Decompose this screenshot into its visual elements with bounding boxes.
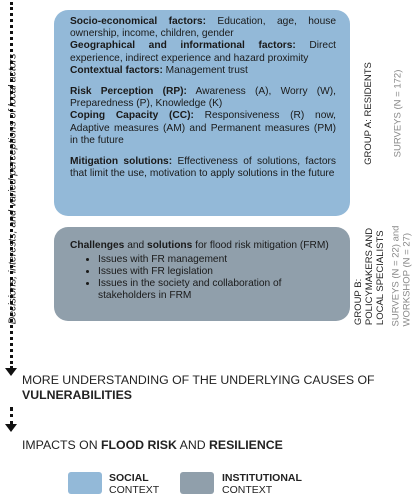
social-context-box bbox=[54, 10, 350, 216]
institutional-context-box bbox=[54, 227, 350, 321]
challenges-heading: Challenges and solutions for flood risk mitigation (FRM) bbox=[70, 240, 329, 251]
legend-institutional-swatch bbox=[180, 472, 214, 494]
list-item: • Issues with FR management bbox=[98, 254, 336, 266]
legend-institutional-label: INSTITUTIONAL CONTEXT bbox=[222, 472, 302, 496]
coping-capacity: Coping Capacity (CC): Responsiveness (R) now, Adaptive measures (AM) and Permanent measures (PM) in the future bbox=[70, 110, 336, 146]
legend-social-label: SOCIAL CONTEXT bbox=[109, 472, 160, 496]
group-b-title: GROUP B: POLICYMAKERS AND LOCAL SPECIALISTS bbox=[353, 227, 387, 325]
arrow-down-icon bbox=[5, 368, 17, 376]
list-item: • Issues in the society and collaboration of stakeholders in FRM bbox=[98, 278, 336, 302]
dotted-arrow-line bbox=[10, 2, 13, 369]
factor-contextual: Contextual factors: Management trust bbox=[70, 64, 248, 76]
factor-socio-economical: Socio-economical factors: Education, age, house ownership, income, children, gender bbox=[70, 16, 337, 40]
legend-social-swatch bbox=[68, 472, 102, 494]
outcome-understanding: MORE UNDERSTANDING OF THE UNDERLYING CAUSES OF VULNERABILITIES bbox=[22, 373, 375, 402]
group-b-surveys: SURVEYS (N = 22) and WORKSHOP (N = 27) bbox=[390, 225, 413, 327]
dotted-arrow-line-2 bbox=[10, 407, 13, 425]
arrow-down-icon-2 bbox=[5, 424, 17, 432]
issues-list bbox=[70, 254, 336, 302]
risk-perception: Risk Perception (RP): Awareness (A), Worry (W), Preparedness (P), Knowledge (K) bbox=[70, 86, 336, 110]
group-a-surveys: SURVEYS (N = 172) bbox=[392, 69, 404, 157]
list-item: • Issues with FR legislation bbox=[98, 266, 336, 278]
outcome-impacts: IMPACTS ON FLOOD RISK AND RESILIENCE bbox=[22, 438, 283, 452]
group-a-title: GROUP A: RESIDENTS bbox=[362, 61, 374, 165]
factor-geographical: Geographical and informational factors: Direct experience, indirect experience and hazard proximity bbox=[70, 40, 337, 64]
mitigation-solutions: Mitigation solutions: Effectiveness of solutions, factors that limit the use, motivation to apply solutions in the future bbox=[70, 156, 336, 180]
side-caption-text: Decisions, interests, and varied perceptions of local actors bbox=[6, 53, 18, 325]
